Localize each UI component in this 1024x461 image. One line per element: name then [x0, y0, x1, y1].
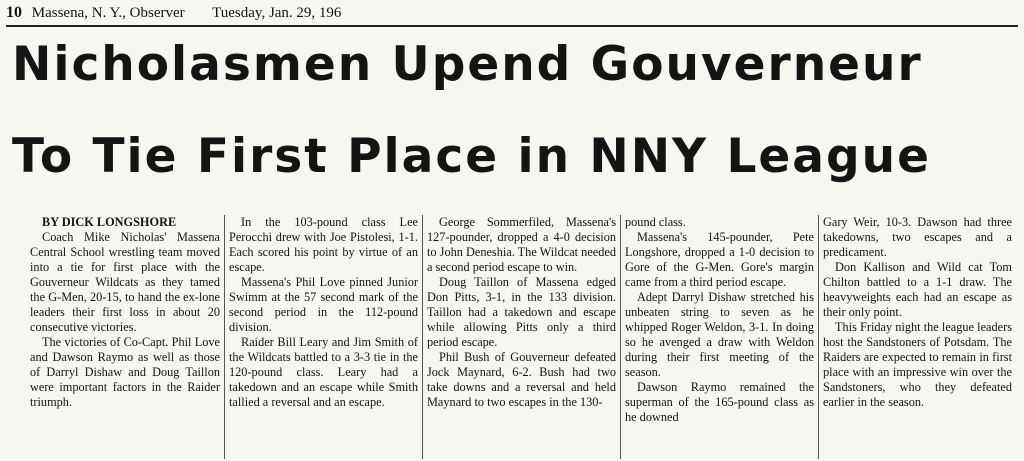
article-paragraph: In the 103-pound class Lee Perocchi drew with Joe Pistolesi, 1-1. Each scored his point by virtue of an escape.	[229, 215, 418, 274]
issue-date: Tuesday, Jan. 29, 196	[212, 5, 342, 21]
article-paragraph: The victories of Co-Capt. Phil Love and Dawson Raymo as well as those of Darryl Dishaw and Doug Taillon were important factors in the Raider triumph.	[30, 335, 220, 409]
article-paragraph: Don Kallison and Wild cat Tom Chilton battled to a 1-1 draw. The heavyweights each had an escape as their only point.	[823, 260, 1012, 319]
article-column-4	[620, 215, 818, 459]
headline-line-2: To Tie First Place in NNY League	[12, 129, 931, 184]
newspaper-name: Massena, N. Y., Observer	[31, 5, 185, 21]
article-paragraph: Phil Bush of Gouverneur defeated Jock Maynard, 6-2. Bush had two take downs and a reversal and held Maynard to two escapes in the 130-	[427, 350, 616, 409]
article-paragraph: Coach Mike Nicholas' Massena Central School wrestling team moved into a tie for first place with the Gouverneur Wildcats as they tamed the G-Men, 20-15, to hand the ex-lone leaders their first loss in about 20 consecutive victories.	[30, 230, 220, 334]
article-paragraph: Gary Weir, 10-3. Dawson had three takedowns, two escapes and a predicament.	[823, 215, 1012, 259]
article-paragraph: Doug Taillon of Massena edged Don Pitts, 3-1, in the 133 division. Taillon had a takedown and escape while allowing Pitts only a third period escape.	[427, 275, 616, 349]
article-paragraph: This Friday night the league leaders host the Sandstoners of Potsdam. The Raiders are expected to remain in first place with an impressive win over the Sandstoners, who they defeated earlier in the season.	[823, 320, 1012, 409]
folio-rule	[6, 25, 1018, 27]
article-paragraph: Raider Bill Leary and Jim Smith of the Wildcats battled to a 3-3 tie in the 120-pound class. Leary had a takedown and an escape while Smith tallied a reversal and an escape.	[229, 335, 418, 409]
article-paragraph: Massena's 145-pounder, Pete Longshore, dropped a 1-0 decision to Gore of the G-Men. Gore's margin came from a third period escape.	[625, 230, 814, 289]
byline: BY DICK LONGSHORE	[42, 215, 177, 229]
article-column-1	[26, 215, 224, 459]
article-column-5	[818, 215, 1016, 459]
article-paragraph: Dawson Raymo remained the superman of the 165-pound class as he downed	[625, 380, 814, 424]
article-paragraph: Massena's Phil Love pinned Junior Swimm at the 57 second mark of the second period in the 112-pound division.	[229, 275, 418, 334]
article-paragraph: Adept Darryl Dishaw stretched his unbeaten string to seven as he whipped Roger Weldon, 3-1. In doing so he avenged a draw with Weldon during their first meeting of the season.	[625, 290, 814, 379]
page-number: 10	[6, 4, 22, 21]
page-folio	[6, 4, 1016, 24]
article-paragraph: pound class.	[625, 215, 686, 229]
article-paragraph: George Sommerfiled, Massena's 127-pounder, dropped a 4-0 decision to John Deneshia. The Wildcat needed a second period escape to win.	[427, 215, 616, 274]
headline-line-1: Nicholasmen Upend Gouverneur	[12, 37, 923, 92]
article-columns	[26, 215, 1020, 459]
article-column-3	[422, 215, 620, 459]
article-column-2	[224, 215, 422, 459]
